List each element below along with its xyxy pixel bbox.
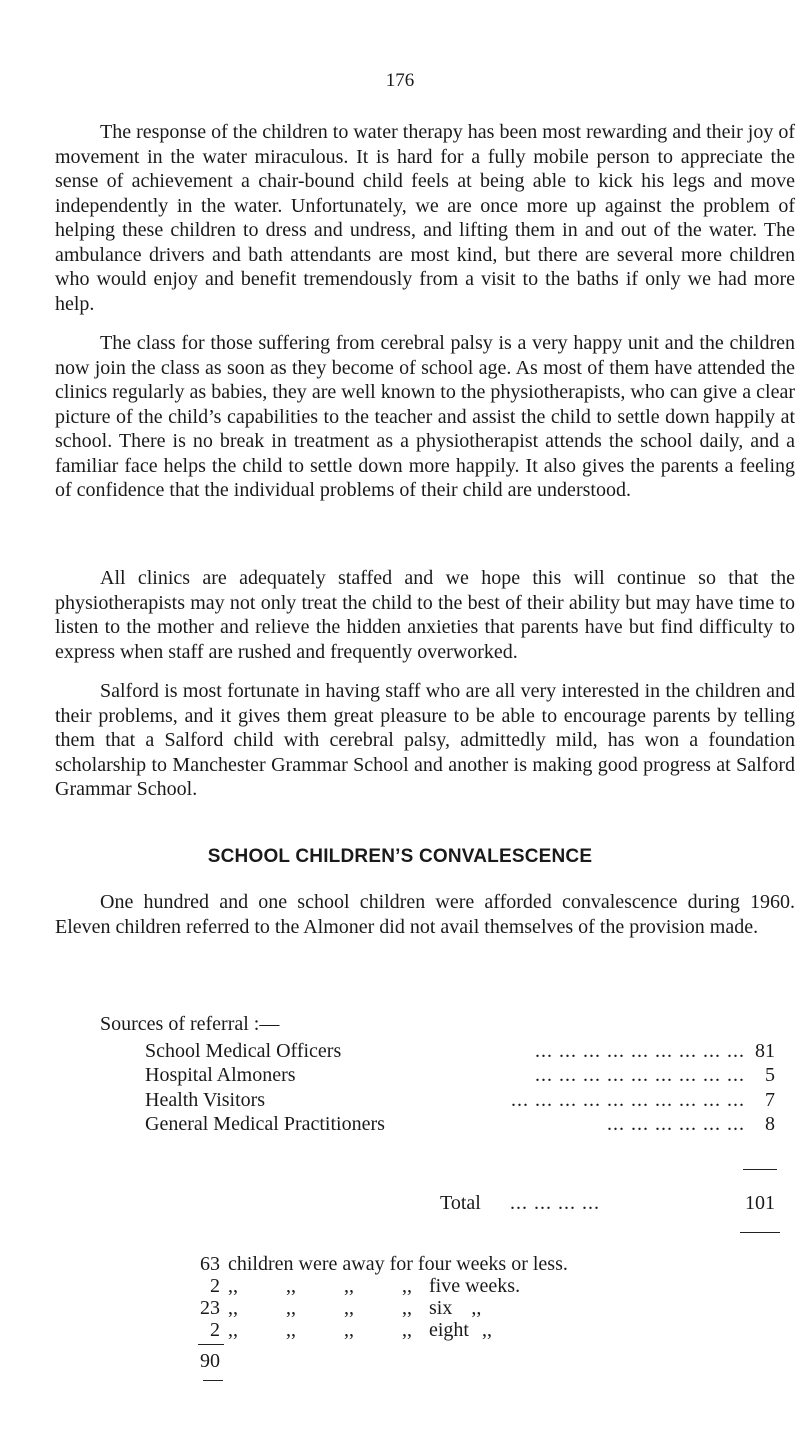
paragraph-salford-staff: Salford is most fortunate in having staff who are all very interested in the children and their problems, and it gives them great pleasure to be able to encourage parents by telling them that a Salford child with cerebral palsy, admittedly mild, has won a foundation scholarship to Manchester Grammar School and another is making good progress at Salford Grammar School. — [55, 680, 795, 800]
total-value: 101 — [745, 1192, 775, 1214]
paragraph-cerebral-palsy-class: The class for those suffering from cerebral palsy is a very happy unit and the children now join the class as soon as they become of school age. As most of them have attended the clinics regularly as babies, they are well known to the physiotherapists, who can give a clear picture of the child’s capabilities to the teacher and assist the child to settle down happily at school. There is no break in treatment as a physiotherapist attends the school daily, and a familiar face helps the child to settle down more happily. It also gives the parents a feeling of confidence that the individual problems of their child are understood. — [55, 332, 795, 501]
leader-dots: ... ... ... ... ... ... ... ... ... — [535, 1064, 745, 1086]
ditto-mark: ,, — [402, 1275, 412, 1297]
duration-text — [228, 1297, 481, 1319]
ditto-mark: ,, — [228, 1319, 238, 1341]
total-row — [440, 1191, 785, 1215]
referral-row — [145, 1088, 785, 1112]
leader-dots: ... ... ... ... ... ... — [607, 1113, 745, 1135]
sources-label: Sources of referral :— — [100, 1013, 280, 1035]
duration-count: 63 — [200, 1253, 220, 1275]
referral-value: 81 — [755, 1040, 775, 1062]
duration-total: 90 — [200, 1350, 220, 1372]
duration-weeks: eight — [429, 1319, 469, 1341]
duration-weeks: six — [429, 1297, 453, 1319]
ditto-mark: ,, — [228, 1275, 238, 1297]
paragraph-convalescence: One hundred and one school children were afforded convalescence during 1960. Eleven children referred to the Almoner did not avail themselves of the provision made. — [55, 891, 795, 938]
referral-label: School Medical Officers — [145, 1040, 342, 1062]
referral-label: General Medical Practitioners — [145, 1113, 385, 1135]
leader-dots: ... ... ... ... ... ... ... ... ... ... — [511, 1089, 745, 1111]
duration-text: children were away for four weeks or less. — [228, 1253, 568, 1275]
ditto-mark: ,, — [344, 1297, 354, 1319]
ditto-mark: ,, — [228, 1297, 238, 1319]
ditto-mark: ,, — [286, 1319, 296, 1341]
total-rule — [203, 1380, 223, 1381]
ditto-mark: ,, — [344, 1275, 354, 1297]
duration-count: 2 — [210, 1319, 220, 1341]
ditto-mark: ,, — [471, 1297, 482, 1319]
referral-value: 7 — [765, 1089, 775, 1111]
ditto-mark: ,, — [286, 1297, 296, 1319]
referral-label: Health Visitors — [145, 1089, 266, 1111]
total-label: Total — [440, 1192, 481, 1214]
paragraph-clinics-staffed: All clinics are adequately staffed and we hope this will continue so that the physiotherapists may not only treat the child to the best of their ability but may have time to listen to the mother and relieve the hidden anxieties that parents have but find difficulty to express when staff are rushed and frequently overworked. — [55, 567, 795, 663]
duration-count: 2 — [210, 1275, 220, 1297]
total-rule — [740, 1232, 780, 1233]
ditto-mark: ,, — [286, 1275, 296, 1297]
sum-rule — [198, 1344, 224, 1345]
referral-row — [145, 1063, 785, 1087]
page-number: 176 — [385, 70, 415, 91]
ditto-mark: ,, — [402, 1297, 412, 1319]
ditto-mark: ,, — [482, 1319, 492, 1341]
referral-value: 5 — [765, 1064, 775, 1086]
referral-row — [145, 1112, 785, 1136]
sum-rule — [743, 1169, 777, 1170]
referral-value: 8 — [765, 1113, 775, 1135]
referral-row — [145, 1039, 785, 1063]
paragraph-water-therapy: The response of the children to water therapy has been most rewarding and their joy of movement in the water miraculous. It is hard for a fully mobile person to appreciate the sense of achievement a chair-bound child feels at being able to kick his legs and move independently in the water. Unfortunately, we are once more up against the problem of helping these children to dress and undress, and lifting them in and out of the water. The ambulance drivers and bath attendants are most kind, but there are several more children who would enjoy and benefit tremendously from a visit to the baths if only we had more help. — [55, 121, 795, 315]
duration-text — [228, 1319, 492, 1341]
section-heading: SCHOOL CHILDREN’S CONVALESCENCE — [207, 846, 593, 867]
ditto-mark: ,, — [402, 1319, 412, 1341]
duration-weeks: five weeks. — [429, 1275, 521, 1297]
duration-count: 23 — [200, 1297, 220, 1319]
leader-dots: ... ... ... ... — [510, 1192, 600, 1214]
duration-text — [228, 1275, 520, 1297]
ditto-mark: ,, — [344, 1319, 354, 1341]
leader-dots: ... ... ... ... ... ... ... ... ... — [535, 1040, 745, 1062]
referral-label: Hospital Almoners — [145, 1064, 296, 1086]
